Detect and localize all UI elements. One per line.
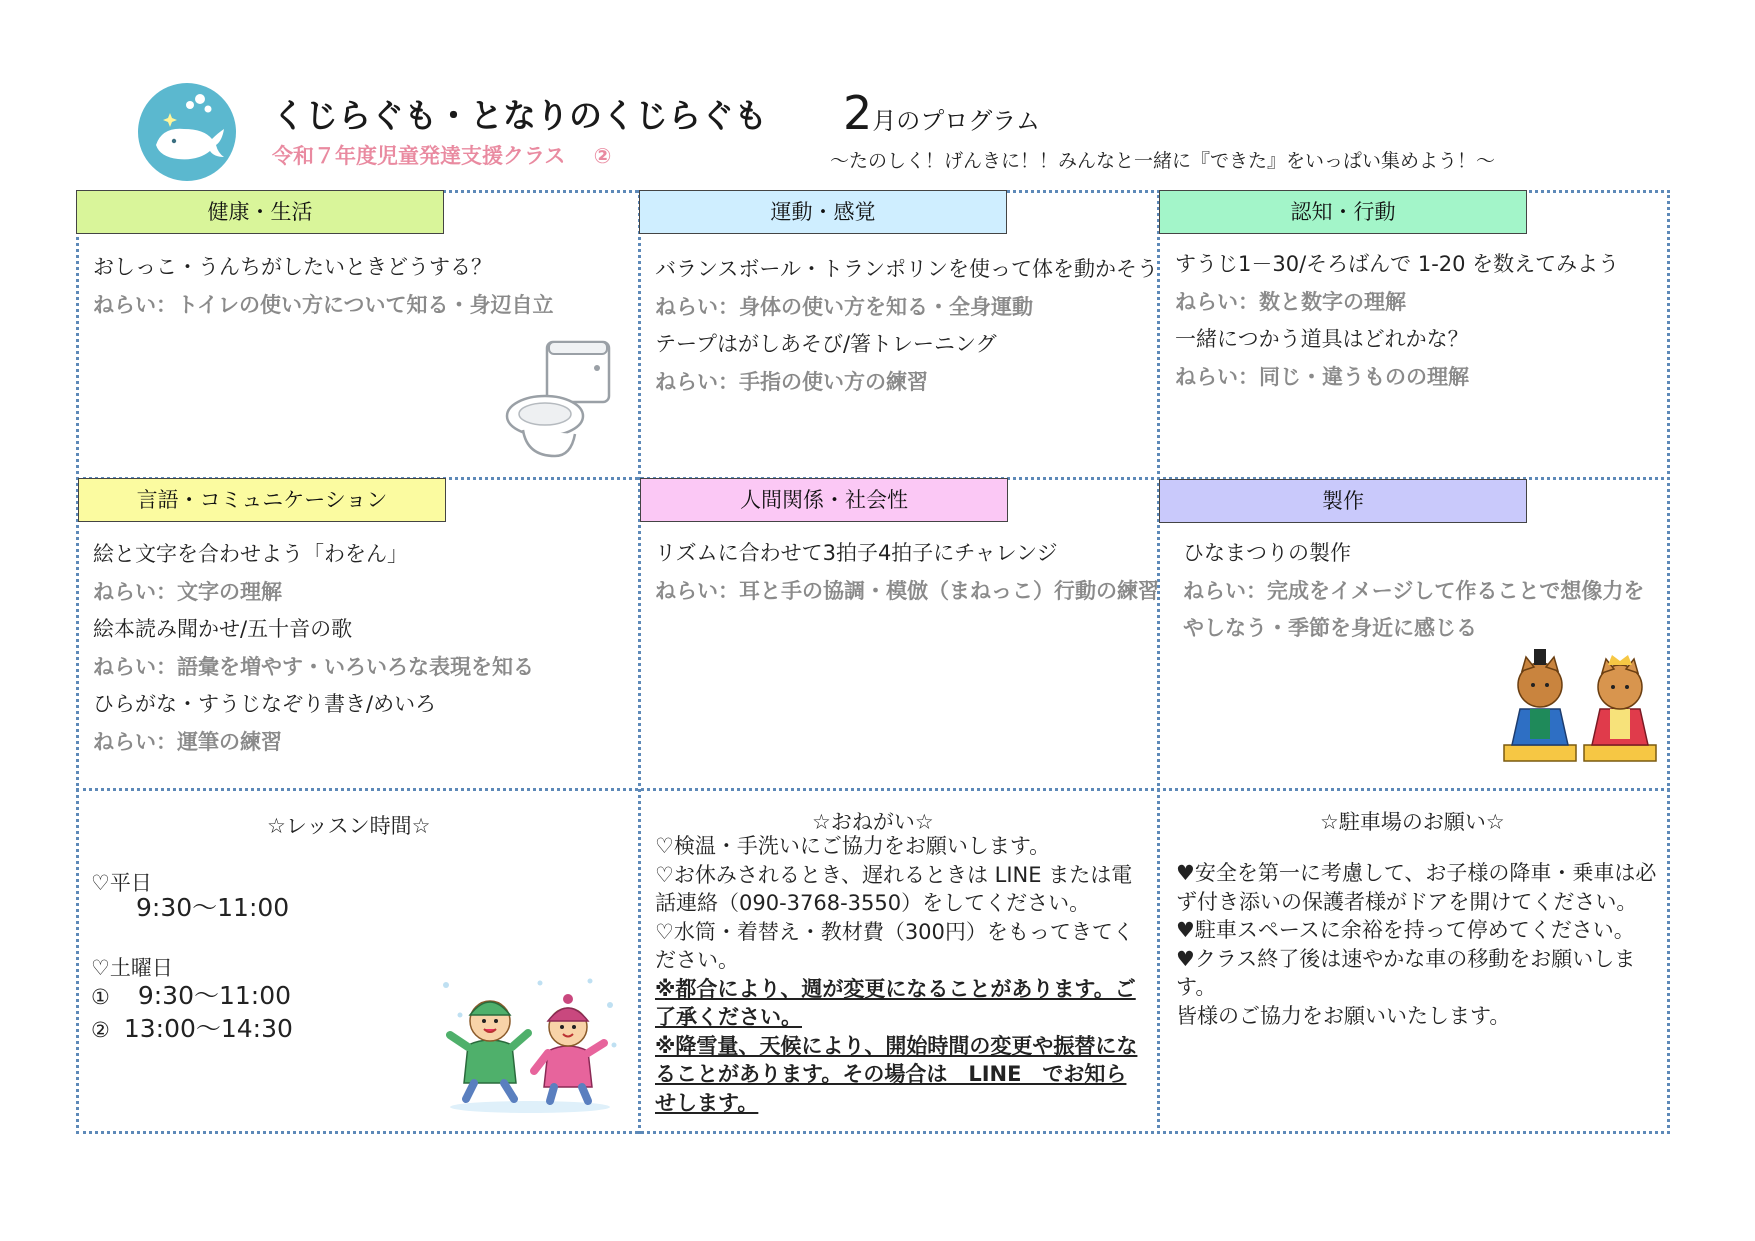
activity-text: バランスボール・トランポリンを使って体を動かそう — [655, 257, 1158, 281]
saturday-slot: ① 9:30～11:00 — [91, 981, 292, 1010]
category-label: 健康・生活 — [76, 190, 444, 234]
category-label: 認知・行動 — [1159, 190, 1527, 234]
activity-text: テープはがしあそび/箸トレーニング — [655, 332, 997, 356]
aim-text: ねらい：完成をイメージして作ることで想像力を — [1183, 578, 1645, 603]
category-label: 言語・コミュニケーション — [78, 478, 446, 522]
lesson-times-title: ☆レッスン時間☆ — [267, 814, 431, 838]
program-title: くじらぐも・となりのくじらぐも — [272, 96, 767, 135]
aim-text: ねらい：運筆の練習 — [93, 729, 282, 754]
whale-logo-icon — [138, 83, 236, 181]
saturday-label: ♡土曜日 — [91, 956, 173, 980]
category-content — [1175, 246, 1619, 396]
category-content — [93, 536, 534, 761]
request-item: ♡お休みされるとき、遅れるときは LINE または電話連絡（090-3768-3550）をしてください。 — [655, 862, 1133, 915]
category-content — [655, 251, 1158, 401]
activity-text: ひらがな・すうじなぞり書き/めいろ — [93, 692, 437, 716]
activity-text: ひなまつりの製作 — [1183, 541, 1351, 565]
activity-text: 絵本読み聞かせ/五十音の歌 — [93, 617, 353, 641]
grid-divider — [76, 788, 1670, 791]
request-notice: ※都合により、週が変更になることがあります。ご了承ください。 — [655, 976, 1136, 1029]
weekday-time: 9:30～11:00 — [136, 893, 290, 922]
activity-text: 一緒につかう道具はどれかな？ — [1175, 327, 1469, 351]
request-item: ♡検温・手洗いにご協力をお願いします。 — [655, 834, 1051, 858]
category-content — [93, 249, 554, 324]
aim-text: ねらい：トイレの使い方について知る・身辺自立 — [93, 292, 554, 317]
saturday-slot: ② 13:00～14:30 — [91, 1014, 293, 1043]
category-content — [655, 535, 1159, 610]
kids-in-snow-icon — [440, 975, 620, 1119]
parking-item: ♥駐車スペースに余裕を持って停めてください。 — [1176, 918, 1635, 942]
activity-text: リズムに合わせて3拍子4拍子にチャレンジ — [655, 541, 1058, 565]
parking-item: 皆様のご協力をお願いいたします。 — [1176, 1003, 1511, 1028]
activity-text: 絵と文字を合わせよう「わをん」 — [93, 542, 408, 566]
category-content — [1183, 535, 1644, 648]
aim-text: ねらい：手指の使い方の練習 — [655, 369, 928, 394]
parking-title: ☆駐車場のお願い☆ — [1320, 810, 1505, 834]
hina-dolls-icon — [1500, 647, 1660, 771]
activity-text: おしっこ・うんちがしたいときどうする？ — [93, 255, 492, 279]
toilet-icon — [505, 338, 615, 467]
aim-text: ねらい：耳と手の協調・模倣（まねっこ）行動の練習 — [655, 578, 1159, 603]
class-subtitle: 令和７年度児童発達支援クラス ② — [272, 144, 612, 168]
activity-text: すうじ1－30/そろばんで 1-20 を数えてみよう — [1175, 252, 1620, 276]
aim-text: ねらい：身体の使い方を知る・全身運動 — [655, 294, 1033, 319]
category-label: 運動・感覚 — [639, 190, 1007, 234]
aim-text: ねらい：文字の理解 — [93, 579, 282, 604]
parking-item: ♥クラス終了後は速やかな車の移動をお願いします。 — [1176, 946, 1636, 999]
month-number: 2 — [843, 86, 873, 140]
requests-title: ☆おねがい☆ — [812, 810, 934, 834]
aim-text: ねらい：語彙を増やす・いろいろな表現を知る — [93, 654, 534, 679]
month-heading — [843, 86, 1040, 140]
parking-item: ♥安全を第一に考慮して、お子様の降車・乗車は必ず付き添いの保護者様がドアを開けてください。 — [1176, 861, 1657, 914]
category-label: 製作 — [1159, 479, 1527, 523]
requests-list — [655, 832, 1143, 1117]
parking-list — [1176, 859, 1658, 1030]
aim-text: やしなう・季節を身近に感じる — [1183, 616, 1477, 640]
category-label: 人間関係・社会性 — [640, 478, 1008, 522]
grid-divider — [638, 190, 641, 1134]
weekday-label: ♡平日 — [91, 871, 152, 895]
month-label: 月のプログラム — [872, 107, 1041, 135]
aim-text: ねらい：数と数字の理解 — [1175, 289, 1406, 314]
request-item: ♡水筒・着替え・教材費（300円）をもってきてください。 — [655, 919, 1134, 972]
aim-text: ねらい：同じ・違うものの理解 — [1175, 364, 1469, 389]
slogan: ～たのしく！げんきに！！みんなと一緒に『できた』をいっぱい集めよう！～ — [830, 150, 1496, 172]
request-notice: ※降雪量、天候により、開始時間の変更や振替になることがあります。その場合は LINE でお知らせします。 — [655, 1033, 1138, 1115]
